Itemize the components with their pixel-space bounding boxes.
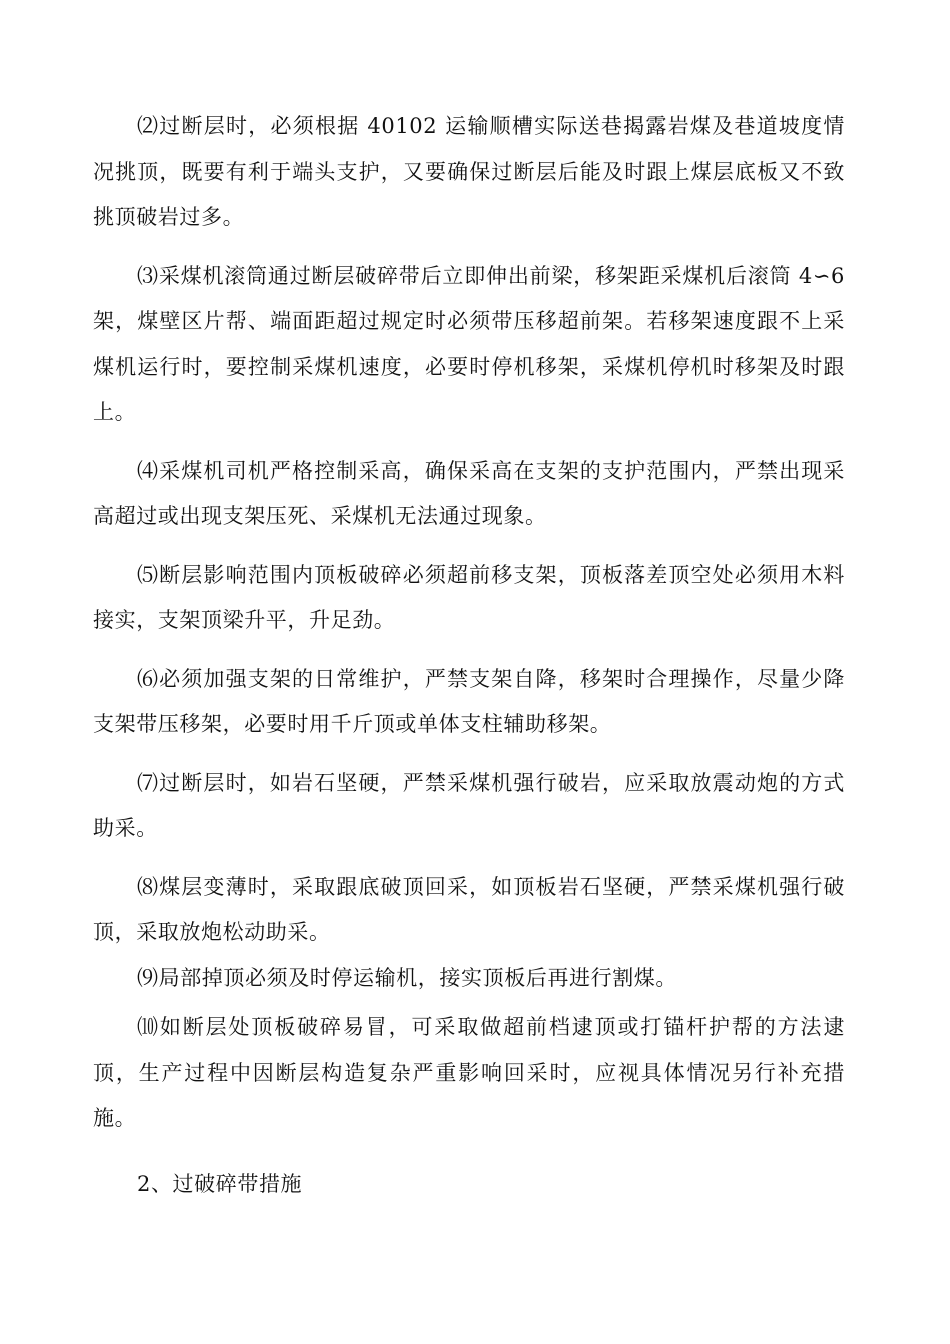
- paragraph-measure-9: ⑼局部掉顶必须及时停运输机，接实顶板后再进行割煤。: [137, 965, 677, 990]
- document-body: [93, 104, 845, 1207]
- paragraph-measure-4: ⑷采煤机司机严格控制采高，确保采高在支架的支护范围内，严禁出现采高超过或出现支架压死、采煤机无法通过现象。: [93, 458, 845, 528]
- paragraph-measure-6: ⑹必须加强支架的日常维护，严禁支架自降，移架时合理操作，尽量少降支架带压移架，必要时用千斤顶或单体支柱辅助移架。: [93, 666, 845, 736]
- paragraph-measure-5: ⑸断层影响范围内顶板破碎必须超前移支架，顶板落差顶空处必须用木料接实，支架顶梁升平，升足劲。: [93, 562, 845, 632]
- paragraph-measure-2: ⑵过断层时，必须根据 40102 运输顺槽实际送巷揭露岩煤及巷道坡度情况挑顶，既要有利于端头支护，又要确保过断层后能及时跟上煤层底板又不致挑顶破岩过多。: [93, 114, 845, 229]
- paragraph-measure-7: ⑺过断层时，如岩石坚硬，严禁采煤机强行破岩，应采取放震动炮的方式助采。: [93, 770, 845, 840]
- paragraph-measure-10: ⑽如断层处顶板破碎易冒，可采取做超前档逮顶或打锚杆护帮的方法逮顶，生产过程中因断层构造复杂严重影响回采时，应视具体情况另行补充措施。: [93, 1015, 845, 1130]
- section-heading: 2、过破碎带措施: [137, 1171, 303, 1196]
- paragraph-measure-3: ⑶采煤机滚筒通过断层破碎带后立即伸出前梁，移架距采煤机后滚筒 4∽6 架，煤壁区片帮、端面距超过规定时必须带压移超前架。若移架速度跟不上采煤机运行时，要控制采煤机速度，必要时停机移架，采煤机停机时移架及时跟上。: [93, 263, 845, 424]
- paragraph-measure-8: ⑻煤层变薄时，采取跟底破顶回采，如顶板岩石坚硬，严禁采煤机强行破顶，采取放炮松动助采。: [93, 874, 845, 944]
